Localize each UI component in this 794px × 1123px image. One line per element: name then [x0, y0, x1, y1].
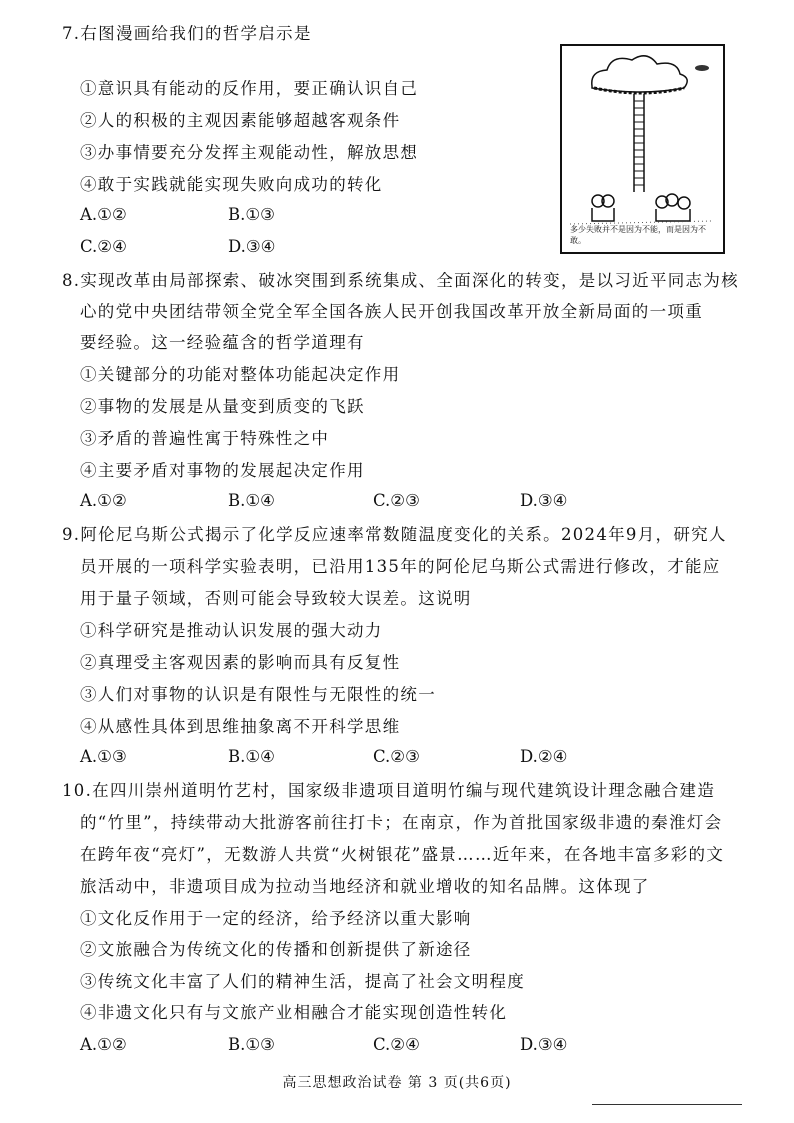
q9-option-d: D.②④: [520, 747, 568, 766]
q10-option-a: A.①②: [80, 1035, 127, 1054]
q7-item: ②人的积极的主观因素能够超越客观条件: [80, 111, 401, 130]
q9-item: ②真理受主客观因素的影响而具有反复性: [80, 653, 401, 672]
q9-option-c: C.②③: [373, 747, 420, 766]
footer-divider: [592, 1104, 742, 1105]
q7-item: ③办事情要充分发挥主观能动性，解放思想: [80, 143, 419, 162]
q9-option-b: B.①④: [228, 747, 275, 766]
q8-option-a: A.①②: [80, 491, 127, 510]
q9-stem-line: 员开展的一项科学实验表明，已沿用135年的阿伦尼乌斯公式需进行修改，才能应: [80, 557, 721, 576]
q9-item: ①科学研究是推动认识发展的强大动力: [80, 621, 383, 640]
q9-item: ④从感性具体到思维抽象离不开科学思维: [80, 717, 401, 736]
q9-stem-line: 用于量子领域，否则可能会导致较大误差。这说明: [80, 589, 472, 608]
q10-item: ②文旅融合为传统文化的传播和创新提供了新途径: [80, 940, 472, 959]
q8-stem-line: 心的党中央团结带领全党全军全国各族人民开创我国改革开放全新局面的一项重: [80, 302, 703, 321]
q10-item: ③传统文化丰富了人们的精神生活，提高了社会文明程度: [80, 972, 525, 991]
q8-stem-line: 要经验。这一经验蕴含的哲学道理有: [80, 333, 365, 352]
cartoon-image: [560, 44, 725, 254]
cloud-ladder-illustration: [562, 46, 723, 252]
q10-option-c: C.②④: [373, 1035, 420, 1054]
q8-stem-line: 8.实现改革由局部探索、破冰突围到系统集成、全面深化的转变，是以习近平同志为核: [62, 271, 739, 290]
q8-item: ②事物的发展是从量变到质变的飞跃: [80, 397, 365, 416]
q7-option-b: B.①③: [228, 205, 275, 224]
q7-option-a: A.①②: [80, 205, 127, 224]
q10-stem-line: 旅活动中，非遗项目成为拉动当地经济和就业增收的知名品牌。这体现了: [80, 877, 650, 896]
q7-item: ④敢于实践就能实现失败向成功的转化: [80, 175, 383, 194]
q8-item: ③矛盾的普遍性寓于特殊性之中: [80, 429, 330, 448]
cartoon-caption: 多少失败并不是因为不能，而是因为不敢。: [570, 225, 706, 245]
q10-item: ①文化反作用于一定的经济，给予经济以重大影响: [80, 909, 472, 928]
q10-option-d: D.③④: [520, 1035, 568, 1054]
q8-item: ①关键部分的功能对整体功能起决定作用: [80, 365, 401, 384]
q7-option-d: D.③④: [228, 237, 276, 256]
q10-stem-line: 10.在四川崇州道明竹艺村，国家级非遗项目道明竹编与现代建筑设计理念融合建造: [62, 781, 716, 800]
q8-option-d: D.③④: [520, 491, 568, 510]
q8-option-b: B.①④: [228, 491, 275, 510]
q9-stem-line: 9.阿伦尼乌斯公式揭示了化学反应速率常数随温度变化的关系。2024年9月，研究人: [62, 525, 727, 544]
q8-option-c: C.②③: [373, 491, 420, 510]
q10-option-b: B.①③: [228, 1035, 275, 1054]
q7-stem: 7.右图漫画给我们的哲学启示是: [62, 24, 312, 43]
q10-stem-line: 的“竹里”，持续带动大批游客前往打卡；在南京，作为首批国家级非遗的秦淮灯会: [80, 813, 723, 832]
q9-option-a: A.①③: [80, 747, 127, 766]
q9-item: ③人们对事物的认识是有限性与无限性的统一: [80, 685, 436, 704]
q10-stem-line: 在跨年夜“亮灯”，无数游人共赏“火树银花”盛景……近年来，在各地丰富多彩的文: [80, 845, 725, 864]
q7-option-c: C.②④: [80, 237, 127, 256]
q8-item: ④主要矛盾对事物的发展起决定作用: [80, 461, 365, 480]
page-footer: 高三思想政治试卷 第 3 页(共6页): [282, 1075, 512, 1091]
q7-item: ①意识具有能动的反作用，要正确认识自己: [80, 79, 419, 98]
q10-item: ④非遗文化只有与文旅产业相融合才能实现创造性转化: [80, 1003, 508, 1022]
